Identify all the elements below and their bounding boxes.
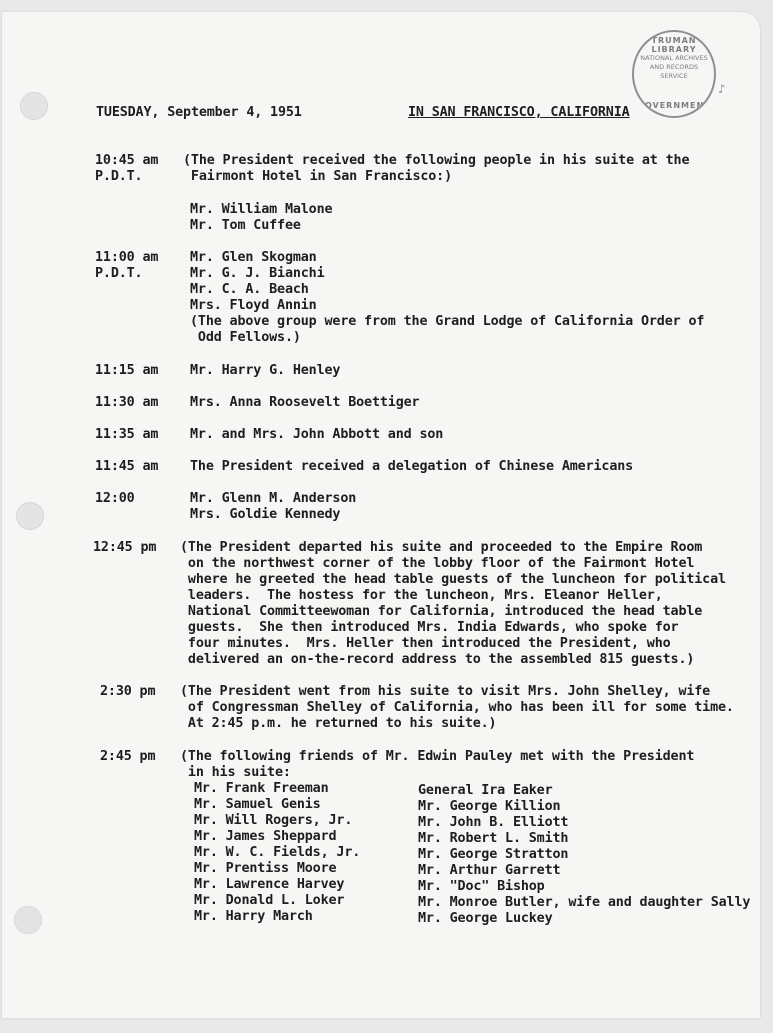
pencil-mark: ♪ <box>718 82 726 96</box>
attendee-name: Mrs. Floyd Annin <box>190 298 317 313</box>
attendee-name: General Ira Eaker <box>418 783 553 798</box>
entry-text: (The following friends of Mr. Edwin Pauley met with the President <box>180 749 695 764</box>
library-stamp: TRUMAN LIBRARY NATIONAL ARCHIVES AND RECORDS SERVICE GOVERNMENT <box>632 30 716 118</box>
entry-time: 12:00 <box>95 491 135 506</box>
entry-time: 10:45 am <box>95 153 159 168</box>
attendee-name: Mr. Donald L. Loker <box>194 893 345 908</box>
attendee-name: Mr. Will Rogers, Jr. <box>194 813 353 828</box>
attendee-name: Mr. Prentiss Moore <box>194 861 337 876</box>
entry-text: Odd Fellows.) <box>190 330 301 345</box>
entry-text: leaders. The hostess for the luncheon, Mrs. Eleanor Heller, <box>180 588 663 603</box>
entry-text: (The President received the following people in his suite at the <box>183 153 690 168</box>
header-date: TUESDAY, September 4, 1951 <box>96 105 302 120</box>
entry-text: in his suite: <box>180 765 291 780</box>
entry-time: 11:00 am <box>95 250 159 265</box>
entry-time: 11:35 am <box>95 427 159 442</box>
punch-hole <box>16 502 44 530</box>
entry-text: (The President departed his suite and proceeded to the Empire Room <box>180 540 703 555</box>
entry-time: 2:45 pm <box>100 749 156 764</box>
entry-time: 11:45 am <box>95 459 159 474</box>
attendee-name: Mr. W. C. Fields, Jr. <box>194 845 361 860</box>
attendee-name: Mr. Tom Cuffee <box>190 218 301 233</box>
punch-hole <box>14 906 42 934</box>
attendee-name: Mr. George Stratton <box>418 847 569 862</box>
attendee-name: Mr. Frank Freeman <box>194 781 329 796</box>
entry-text: (The President went from his suite to visit Mrs. John Shelley, wife <box>180 684 711 699</box>
entry-text: delivered an on-the-record address to the assembled 815 guests.) <box>180 652 695 667</box>
attendee-name: Mrs. Goldie Kennedy <box>190 507 341 522</box>
attendee-name: Mr. Monroe Butler, wife and daughter Sally <box>418 895 751 910</box>
entry-text: where he greeted the head table guests of the luncheon for political <box>180 572 726 587</box>
entry-text: Mr. Harry G. Henley <box>190 363 341 378</box>
entry-timezone: P.D.T. <box>95 266 143 281</box>
entry-text: Mr. and Mrs. John Abbott and son <box>190 427 444 442</box>
attendee-name: Mr. James Sheppard <box>194 829 337 844</box>
entry-text: Mrs. Anna Roosevelt Boettiger <box>190 395 420 410</box>
entry-text: Fairmont Hotel in San Francisco:) <box>183 169 453 184</box>
entry-time: 11:30 am <box>95 395 159 410</box>
attendee-name: Mr. William Malone <box>190 202 333 217</box>
attendee-name: Mr. C. A. Beach <box>190 282 309 297</box>
attendee-name: Mr. George Luckey <box>418 911 553 926</box>
attendee-name: Mr. Samuel Genis <box>194 797 321 812</box>
entry-text: The President received a delegation of Chinese Americans <box>190 459 634 474</box>
attendee-name: Mr. "Doc" Bishop <box>418 879 545 894</box>
attendee-name: Mr. Lawrence Harvey <box>194 877 345 892</box>
attendee-name: Mr. George Killion <box>418 799 561 814</box>
entry-text: National Committeewoman for California, introduced the head table <box>180 604 703 619</box>
entry-text: four minutes. Mrs. Heller then introduced the President, who <box>180 636 671 651</box>
attendee-name: Mr. Harry March <box>194 909 313 924</box>
entry-text: of Congressman Shelley of California, who has been ill for some time. <box>180 700 734 715</box>
entry-time: 12:45 pm <box>93 540 157 555</box>
attendee-name: Mr. G. J. Bianchi <box>190 266 325 281</box>
entry-time: 2:30 pm <box>100 684 156 699</box>
entry-text: on the northwest corner of the lobby floor of the Fairmont Hotel <box>180 556 695 571</box>
entry-time: 11:15 am <box>95 363 159 378</box>
attendee-name: Mr. John B. Elliott <box>418 815 569 830</box>
attendee-name: Mr. Arthur Garrett <box>418 863 561 878</box>
attendee-name: Mr. Robert L. Smith <box>418 831 569 846</box>
header-location: IN SAN FRANCISCO, CALIFORNIA <box>408 105 630 120</box>
attendee-name: Mr. Glen Skogman <box>190 250 317 265</box>
entry-timezone: P.D.T. <box>95 169 143 184</box>
entry-text: guests. She then introduced Mrs. India Edwards, who spoke for <box>180 620 679 635</box>
attendee-name: Mr. Glenn M. Anderson <box>190 491 357 506</box>
entry-text: At 2:45 p.m. he returned to his suite.) <box>180 716 497 731</box>
entry-text: (The above group were from the Grand Lodge of California Order of <box>190 314 705 329</box>
punch-hole <box>20 92 48 120</box>
